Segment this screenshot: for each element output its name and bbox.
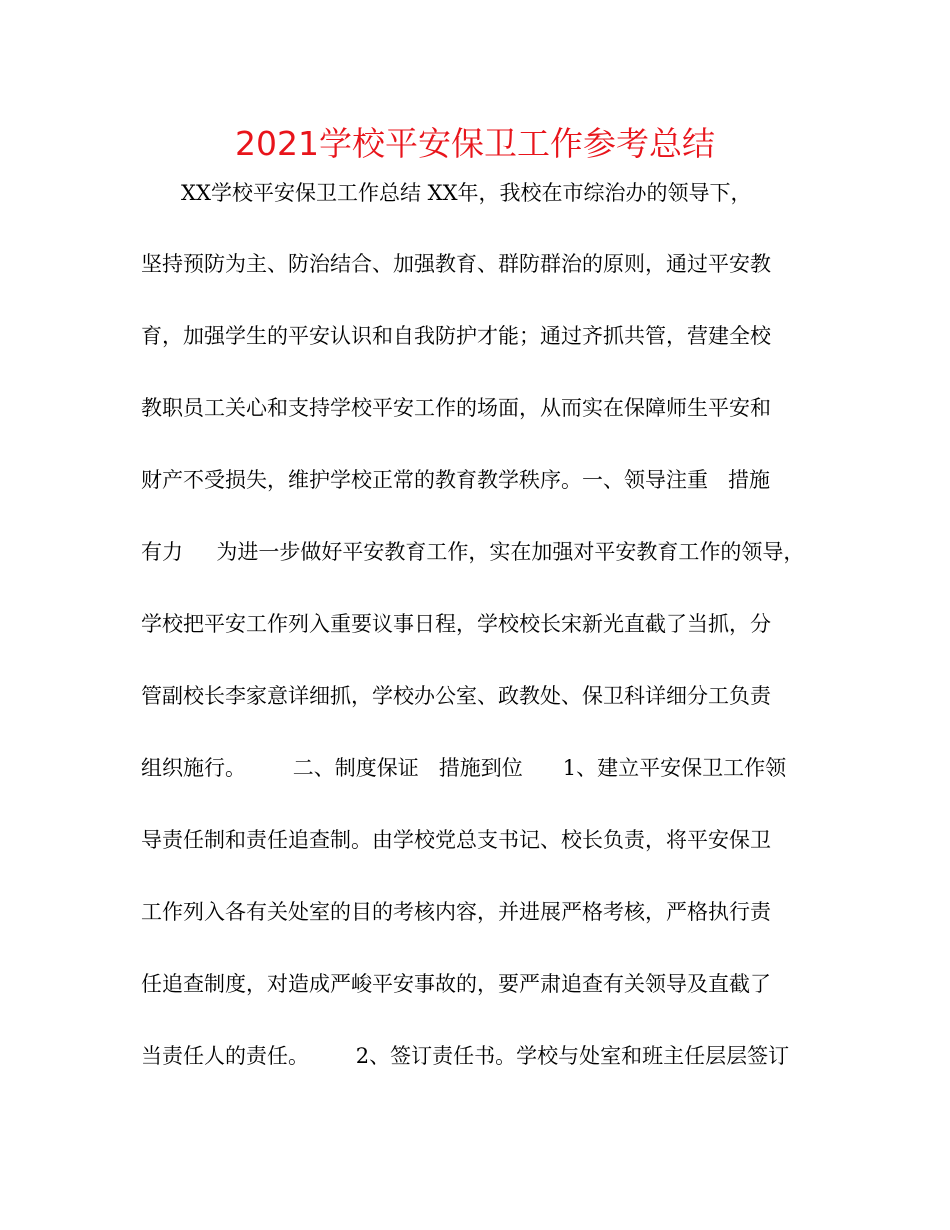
body-text-line: 育，加强学生的平安认识和自我防护才能；通过齐抓共管，营建全校 <box>141 324 771 348</box>
body-text-line: 管副校长李家意详细抓，学校办公室、政教处、保卫科详细分工负责 <box>141 684 771 708</box>
body-text-line: 导责任制和责任追查制。由学校党总支书记、校长负责，将平安保卫 <box>141 828 771 852</box>
body-text-line: 当责任人的责任。 2、签订责任书。学校与处室和班主任层层签订 <box>141 1044 790 1068</box>
body-text-line: 有力 为进一步做好平安教育工作，实在加强对平安教育工作的领导， <box>141 540 805 564</box>
body-text-line: 坚持预防为主、防治结合、加强教育、群防群治的原则，通过平安教 <box>141 252 771 276</box>
body-text-line: 学校把平安工作列入重要议事日程，学校校长宋新光直截了当抓，分 <box>141 612 771 636</box>
body-text-line: 组织施行。 二、制度保证 措施到位 1、建立平安保卫工作领 <box>141 756 787 780</box>
document-title: 2021学校平安保卫工作参考总结 <box>235 124 715 163</box>
body-text-line: 教职员工关心和支持学校平安工作的场面，从而实在保障师生平安和 <box>141 396 771 420</box>
body-text-line: 财产不受损失，维护学校正常的教育教学秩序。一、领导注重 措施 <box>141 468 771 492</box>
body-text-line: XX学校平安保卫工作总结 XX年，我校在市综治办的领导下， <box>141 181 752 205</box>
body-text-line: 任追查制度，对造成严峻平安事故的，要严肃追查有关领导及直截了 <box>141 972 771 996</box>
body-text-line: 工作列入各有关处室的目的考核内容，并进展严格考核，严格执行责 <box>141 900 771 924</box>
